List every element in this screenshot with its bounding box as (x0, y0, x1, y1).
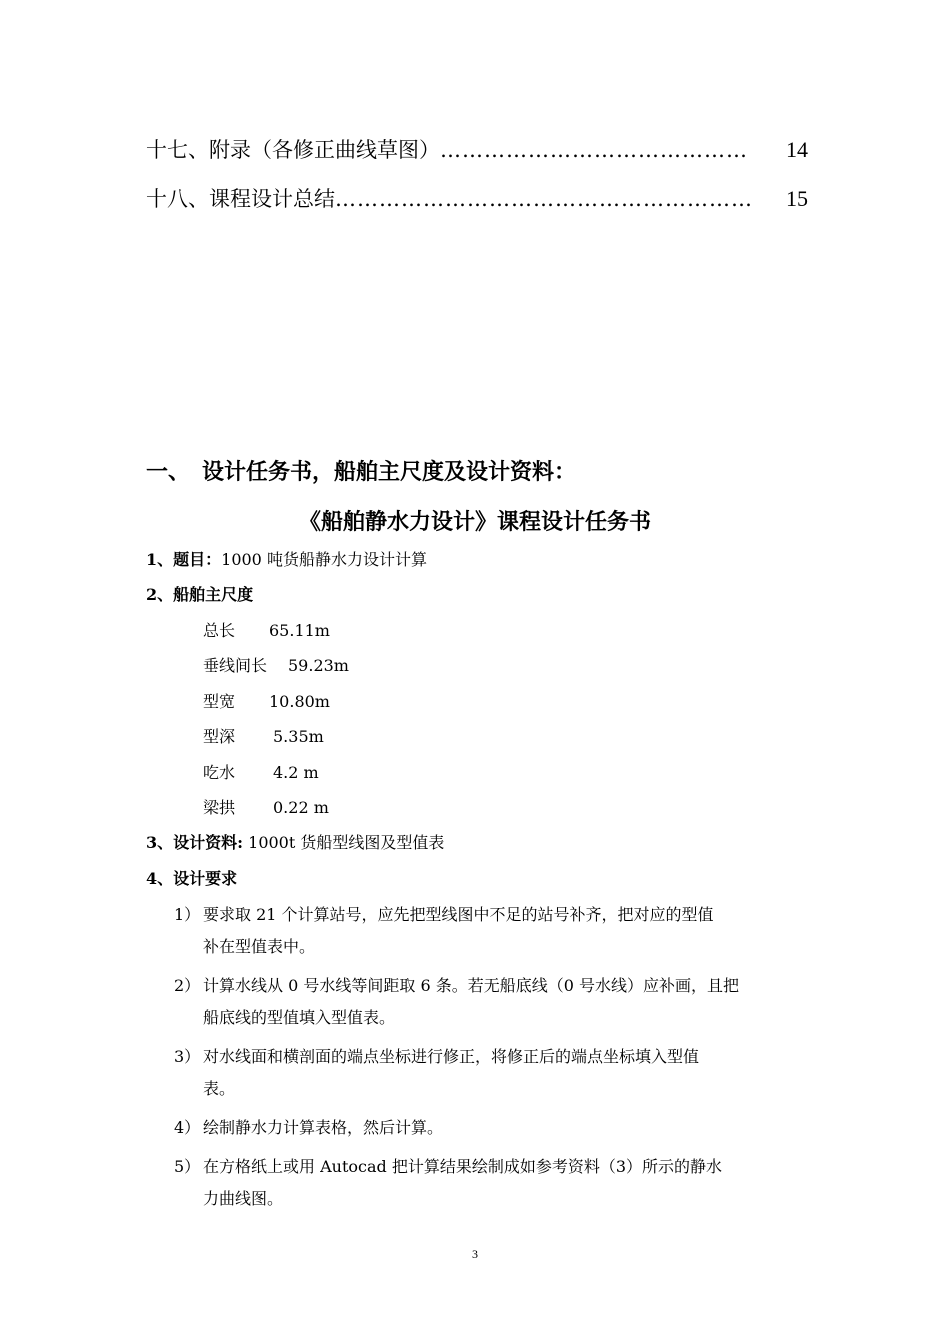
requirement-item (174, 899, 814, 963)
requirement-text: 绘制静水力计算表格，然后计算。 (203, 1118, 444, 1137)
dimension-label: 垂线间长 (203, 656, 268, 675)
requirement-text-cont: 力曲线图。 (203, 1189, 284, 1208)
item-topic (146, 548, 427, 572)
toc-entry (146, 135, 808, 165)
dimension-value: 65.11m (269, 621, 330, 640)
requirement-text-cont: 补在型值表中。 (203, 937, 316, 956)
item-requirements-heading (146, 867, 237, 891)
dimension-label: 总长 (203, 621, 236, 640)
toc-leader-dots: …………………………………… (440, 138, 748, 162)
toc-page-number: 14 (786, 137, 808, 162)
dimension-value: 5.35m (273, 727, 324, 746)
requirement-number: 4） (174, 1118, 201, 1137)
toc-entry-title: 十八、课程设计总结 (146, 187, 335, 211)
requirement-number: 2） (174, 976, 201, 995)
section-number: 一、 (146, 459, 191, 485)
requirement-item (174, 970, 814, 1034)
item-label: 2、船舶主尺度 (146, 585, 254, 604)
dimension-label: 梁拱 (203, 798, 236, 817)
dimension-row (203, 796, 329, 820)
dimension-value: 59.23m (288, 656, 349, 675)
item-text: 1000 吨货船静水力设计计算 (221, 550, 427, 569)
toc-page-number: 15 (786, 186, 808, 211)
requirement-text-cont: 表。 (203, 1079, 236, 1098)
section-heading (146, 455, 576, 489)
requirement-item (174, 1151, 814, 1215)
dimension-row (203, 619, 330, 643)
dimension-value: 10.80m (269, 692, 330, 711)
page-number: 3 (472, 1247, 478, 1261)
item-label: 3、设计资料: (146, 833, 244, 852)
item-label: 4、设计要求 (146, 869, 238, 888)
item-design-materials (146, 831, 444, 855)
requirement-item (174, 1112, 814, 1144)
dimension-row (203, 761, 319, 785)
item-dimensions-heading (146, 583, 253, 607)
document-title: 《船舶静水力设计》课程设计任务书 (298, 509, 651, 535)
dimension-label: 吃水 (203, 763, 236, 782)
requirement-number: 5） (174, 1157, 201, 1176)
dimension-label: 型宽 (203, 692, 236, 711)
dimension-label: 型深 (203, 727, 236, 746)
dimension-row (203, 725, 324, 749)
dimension-value: 4.2 m (273, 763, 319, 782)
item-text: 1000t 货船型线图及型值表 (248, 833, 445, 852)
requirement-text: 计算水线从 0 号水线等间距取 6 条。若无船底线（0 号水线）应补画，且把 (203, 976, 739, 995)
section-title: 设计任务书，船舶主尺度及设计资料： (202, 459, 577, 485)
requirement-item (174, 1041, 814, 1105)
dimension-row (203, 654, 349, 678)
requirement-text: 在方格纸上或用 Autocad 把计算结果绘制成如参考资料（3）所示的静水 (203, 1157, 723, 1176)
requirement-text: 要求取 21 个计算站号，应先把型线图中不足的站号补齐，把对应的型值 (203, 905, 714, 924)
dimension-value: 0.22 m (273, 798, 329, 817)
item-label: 1、题目： (146, 550, 222, 569)
toc-entry (146, 184, 808, 214)
requirement-text-cont: 船底线的型值填入型值表。 (203, 1008, 396, 1027)
toc-leader-dots: ………………………………………………… (335, 187, 753, 211)
toc-entry-title: 十七、附录（各修正曲线草图） (146, 138, 440, 162)
requirement-number: 3） (174, 1047, 201, 1066)
dimension-row (203, 690, 330, 714)
requirement-number: 1） (174, 905, 201, 924)
requirement-text: 对水线面和横剖面的端点坐标进行修正，将修正后的端点坐标填入型值 (203, 1047, 700, 1066)
